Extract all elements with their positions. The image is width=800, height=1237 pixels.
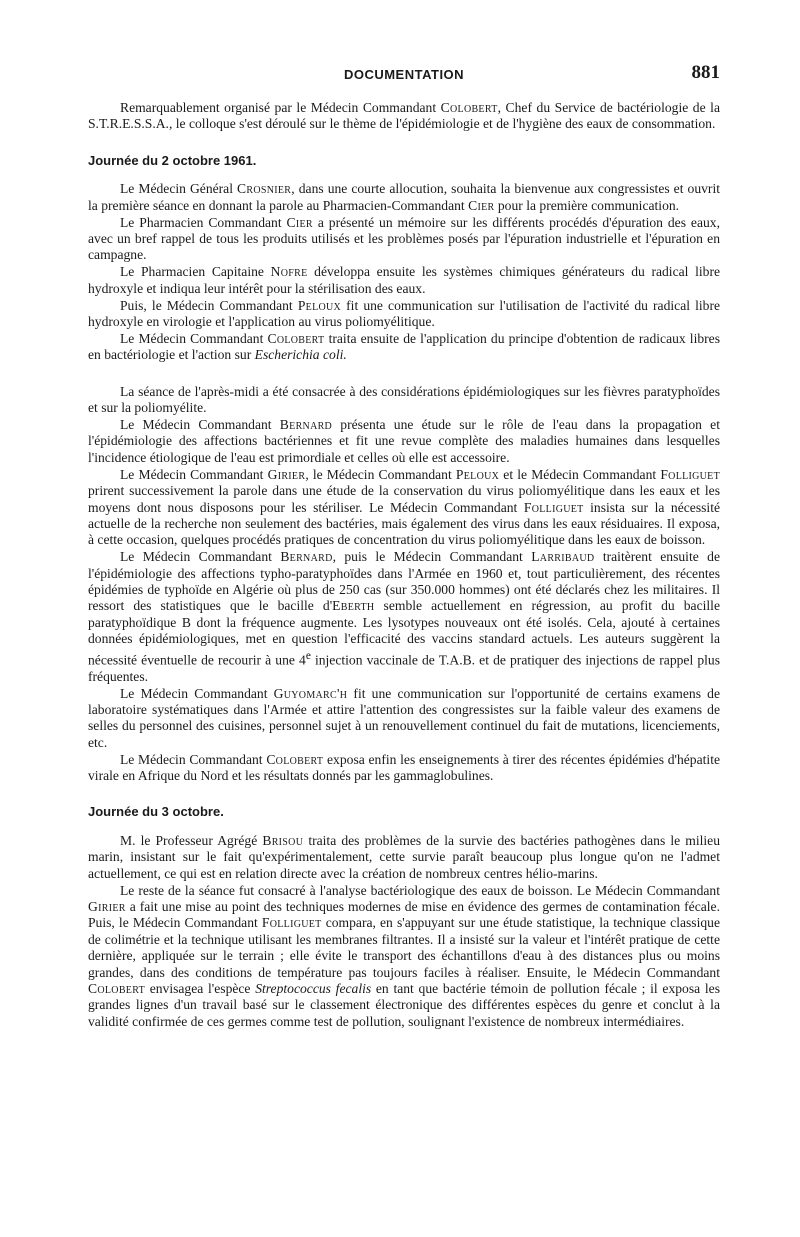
paragraph [88,883,720,1031]
text-run: a présenté un mémoire sur les différents procédés d'épuration des eaux, avec un bref rappel de tous les produits utilisés et les problèmes posés par l'épuration industrielle et l'épuration en campagne. [88,214,720,263]
person-name: Bernard [279,417,333,432]
text-run: compara, en s'appuyant sur une étude statistique, la technique classique de colimétrie et la technique utilisant les membranes filtrantes. Il a insisté sur la valeur et l'intérêt pratique de cette dernière, appliquée sur le terrain ; elle évite le transport des échantillons d'eau à des distances plus ou moins grandes, dans des conditions de température pas toujours faciles à réaliser. Ensuite, le Médecin Commandant [88,915,720,980]
person-name: Cier [286,214,313,230]
paragraph [88,549,720,685]
text-run: , puis le Médecin Commandant [332,549,532,565]
text-run: Le reste de la séance fut consacré à l'analyse bactériologique des eaux de boisson. Le Médecin Commandant [120,882,720,898]
text-run: fit une communication sur l'opportunité de certains examens de laboratoire systématiques dans l'Armée et attire l'attention des congressistes sur la faible valeur des examens de selles du personnel des cuisines, personnel sujet à un renouvellement continuel du fait de mutations, licenciements, etc. [88,685,720,750]
text-run: Le Médecin Commandant [120,549,281,565]
person-name: Peloux [455,466,500,482]
text-run: semble actuellement en régression, au profit du bacille paratyphoïdique B dont la fréquence augmente. Les lysotypes nouveaux ont été isolés. Cela, ajouté à certaines données épidémiologiques, met en question l'efficacité des vaccins standard actuels. Les auteurs suggèrent la nécessité éventuelle de recourir à une 4 [88,598,720,668]
text-run: a fait une mise au point des techniques modernes de mise en évidence des germes de contamination fécale. Puis, le Médecin Commandant [88,899,720,931]
person-name: Girier [267,466,306,482]
text-run: fit une communication sur l'utilisation de l'activité du radical libre hydroxyle en virologie et l'application au virus poliomyélitique. [88,297,721,329]
person-name: Colobert [88,981,145,997]
species-name: Escherichia coli. [254,347,347,363]
text-run: développa ensuite les systèmes chimiques générateurs du radical libre hydroxyle et indiqua leur intérêt pour la stérilisation des eaux. [88,264,721,296]
person-name: Larribaud [531,549,595,565]
person-name: Brisou [262,832,304,848]
paragraph [88,417,720,466]
paragraph [88,298,720,331]
text-run: Le Médecin Général [120,181,238,197]
paragraph [88,467,720,549]
text-run: Le Médecin Commandant [120,417,280,432]
text-run: Le Pharmacien Commandant [120,214,287,230]
paragraph [88,215,720,264]
text-run: prirent successivement la parole dans une étude de la conservation du virus poliomyélitique dans les eaux et les moyens dont nous disposons pour les stériliser. Le Médecin Commandant [88,483,720,515]
text-run: traitèrent ensuite de l'épidémiologie des affections typho-paratyphoïdes dans l'Armée en 1960 et, tout particulièrement, des récentes épidémies de typhoïde en Algérie où plus de 250 cas (sur 350.000 hommes) ont été déclarés chez les militaires. Il ressort des statistiques que le bacille d' [88,549,720,614]
paragraph [88,686,720,752]
superscript: e [305,649,311,662]
person-name: Crosnier [237,181,292,197]
paragraph [88,264,720,297]
paragraph [88,331,720,364]
section-heading-day1: Journée du 2 octobre 1961. [88,152,257,168]
person-name: Folliguet [261,915,322,931]
running-header [88,64,720,86]
person-name: Girier [88,899,126,914]
person-name: Folliguet [660,466,721,482]
page-number: 881 [691,62,720,83]
text-run: Puis, le Médecin Commandant [120,297,298,313]
text-run: , Chef du Service de bactériologie de la S.T.R.E.S.S.A., le colloque s'est déroulé sur le thème de l'épidémiologie et de l'hygiène des eaux de consommation. [88,100,720,132]
text-run: exposa enfin les enseignements à tirer des récentes épidémies d'hépatite virale en Afrique du Nord et les résultats donnés par les gammaglobulines. [88,751,721,784]
person-name: Peloux [297,297,342,313]
text-run: pour la première communication. [494,197,680,213]
person-name: Colobert [266,751,324,767]
section-heading-day2: Journée du 3 octobre. [88,804,224,820]
text-run: Remarquablement organisé par le Médecin Commandant [120,100,441,115]
species-name: Streptococcus fecalis [255,981,372,997]
person-name: Bernard [280,549,333,565]
intro-paragraph [88,100,720,133]
text-run: , dans une courte allocution, souhaita la bienvenue aux congressistes et ouvrit la première séance en donnant la parole au Pharmacien-Commandant [88,181,720,213]
text-run: en tant que bactérie témoin de pollution fécale ; il exposa les grandes lignes d'un travail basé sur le classement électronique des différentes espèces du genre et conclut à la validité confirmée de ces germes comme test de pollution, soulignant l'existence de nombreux intermédiaires. [88,981,721,1029]
text-run: Le Médecin Commandant [120,466,268,482]
text-run: traita ensuite de l'application du principe d'obtention de radicaux libres en bactériologie et l'action sur [88,330,721,363]
text-run: , le Médecin Commandant [305,466,456,482]
text-run: M. le Professeur Agrégé [120,832,263,848]
person-name: Nofre [270,264,308,280]
person-name: Colobert [267,330,325,346]
person-name: Colobert [440,100,498,115]
paragraph [88,181,720,214]
person-name: Guyomarc'h [273,685,348,701]
paragraph [88,752,720,785]
text-run: Le Pharmacien Capitaine [120,264,271,280]
paragraph: La séance de l'après-midi a été consacrée à des considérations épidémiologiques sur les fièvres paratyphoïdes et sur la poliomyélite. [88,383,720,416]
running-title: DOCUMENTATION [343,67,465,82]
text-run: Le Médecin Commandant [120,751,267,767]
person-name: Eberth [332,598,375,614]
paragraph [88,833,720,882]
text-run: Le Médecin Commandant [120,685,274,701]
text-run: Le Médecin Commandant [120,330,268,346]
person-name: Cier [468,197,495,213]
text-run: injection vaccinale de T.A.B. et de pratiquer des injections de rappel plus fréquentes. [88,652,720,684]
text-run: insista sur la nécessité actuelle de la recherche non seulement des bactéries, mais également des virus dans les eaux résiduaires. Il exposa, à cette occasion, quelques procédés pratiques de concentration du virus poliomyélitique dans les eaux de boisson. [88,499,721,548]
text-run: envisagea l'espèce [144,981,256,997]
text-run: présenta une étude sur le rôle de l'eau dans la propagation et l'épidémiologie des affections bactériennes et fit une revue complète des maladies humaines dans lesquelles l'incidence étiologique de l'eau est primordiale et celles où elle est accessoire. [88,417,720,465]
person-name: Folliguet [523,499,584,515]
article-body [88,100,720,1031]
text-run: et le Médecin Commandant [499,466,661,482]
text-run: traita des problèmes de la survie des bactéries pathogènes dans le milieu marin, insistant sur le fait qu'expérimentalement, cette survie paraît beaucoup plus longue qu'on ne l'admet actuellement, ce qui est en relation directe avec la création de nombreux centres hélio-marins. [88,832,720,881]
